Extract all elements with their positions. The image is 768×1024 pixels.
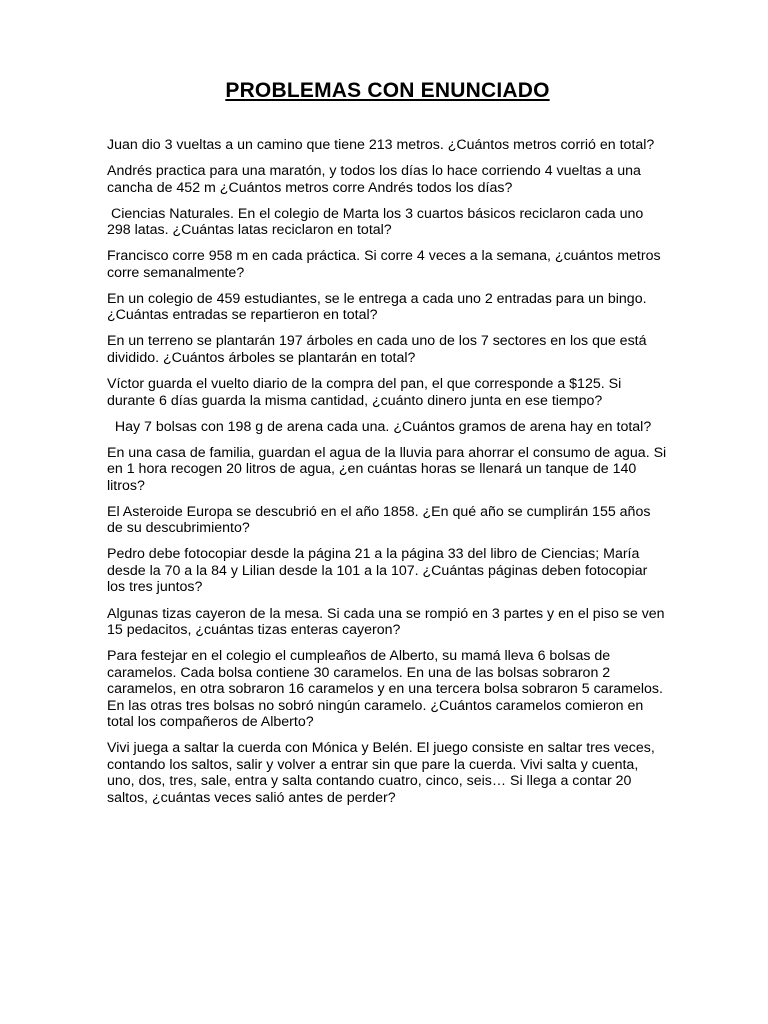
page-title: PROBLEMAS CON ENUNCIADO <box>225 79 550 102</box>
problem-13: Para festejar en el colegio el cumpleaños de Alberto, su mamá lleva 6 bolsas de caramelos. Cada bolsa contiene 30 caramelos. En una de las bolsas sobraron 2 caramelos, en otra sobraron 16 caramelos y en una tercera bolsa sobraron 5 caramelos. En las otras tres bolsas no sobró ningún caramelo. ¿Cuántos caramelos comieron en total los compañeros de Alberto? <box>107 648 667 731</box>
problem-14: Vivi juega a saltar la cuerda con Mónica y Belén. El juego consiste en saltar tres veces, contando los saltos, salir y volver a entrar sin que pare la cuerda. Vivi salta y cuenta, uno, dos, tres, sale, entra y salta contando cuatro, cinco, seis… Si llega a contar 20 saltos, ¿cuántas veces salió antes de perder? <box>107 740 659 806</box>
problem-9: En una casa de familia, guardan el agua de la lluvia para ahorrar el consumo de agua. Si en 1 hora recogen 20 litros de agua, ¿en cuántas horas se llenará un tanque de 140 litros? <box>107 444 671 494</box>
problem-4: Francisco corre 958 m en cada práctica. Si corre 4 veces a la semana, ¿cuántos metros corre semanalmente? <box>107 248 665 281</box>
problem-10: El Asteroide Europa se descubrió en el año 1858. ¿En qué año se cumplirán 155 años de su descubrimiento? <box>107 503 655 537</box>
problem-2: Andrés practica para una maratón, y todos los días lo hace corriendo 4 vueltas a una cancha de 452 m ¿Cuántos metros corre Andrés todos los días? <box>107 163 645 196</box>
problem-5: En un colegio de 459 estudiantes, se le entrega a cada uno 2 entradas para un bingo. ¿Cuántas entradas se repartieron en total? <box>107 290 651 324</box>
problem-1: Juan dio 3 vueltas a un camino que tiene 213 metros. ¿Cuántos metros corrió en total? <box>107 137 655 153</box>
problem-11: Pedro debe fotocopiar desde la página 21 a la página 33 del libro de Ciencias; María desde la 70 a la 84 y Lilian desde la 101 a la 107. ¿Cuántas páginas deben fotocopiar los tres juntos? <box>107 546 652 596</box>
problem-7: Víctor guarda el vuelto diario de la compra del pan, el que corresponde a $125. Si durante 6 días guarda la misma cantidad, ¿cuánto dinero junta en ese tiempo? <box>107 376 626 409</box>
problem-12: Algunas tizas cayeron de la mesa. Si cada una se rompió en 3 partes y en el piso se ven 15 pedacitos, ¿cuántas tizas enteras cayeron? <box>107 605 669 639</box>
problem-3: Ciencias Naturales. En el colegio de Marta los 3 cuartos básicos reciclaron cada uno 298 latas. ¿Cuántas latas reciclaron en total? <box>107 205 648 239</box>
problem-list <box>107 137 671 806</box>
problem-6: En un terreno se plantarán 197 árboles en cada uno de los 7 sectores en los que está dividido. ¿Cuántos árboles se plantarán en total? <box>107 333 651 366</box>
problem-8: Hay 7 bolsas con 198 g de arena cada una. ¿Cuántos gramos de arena hay en total? <box>107 418 652 435</box>
